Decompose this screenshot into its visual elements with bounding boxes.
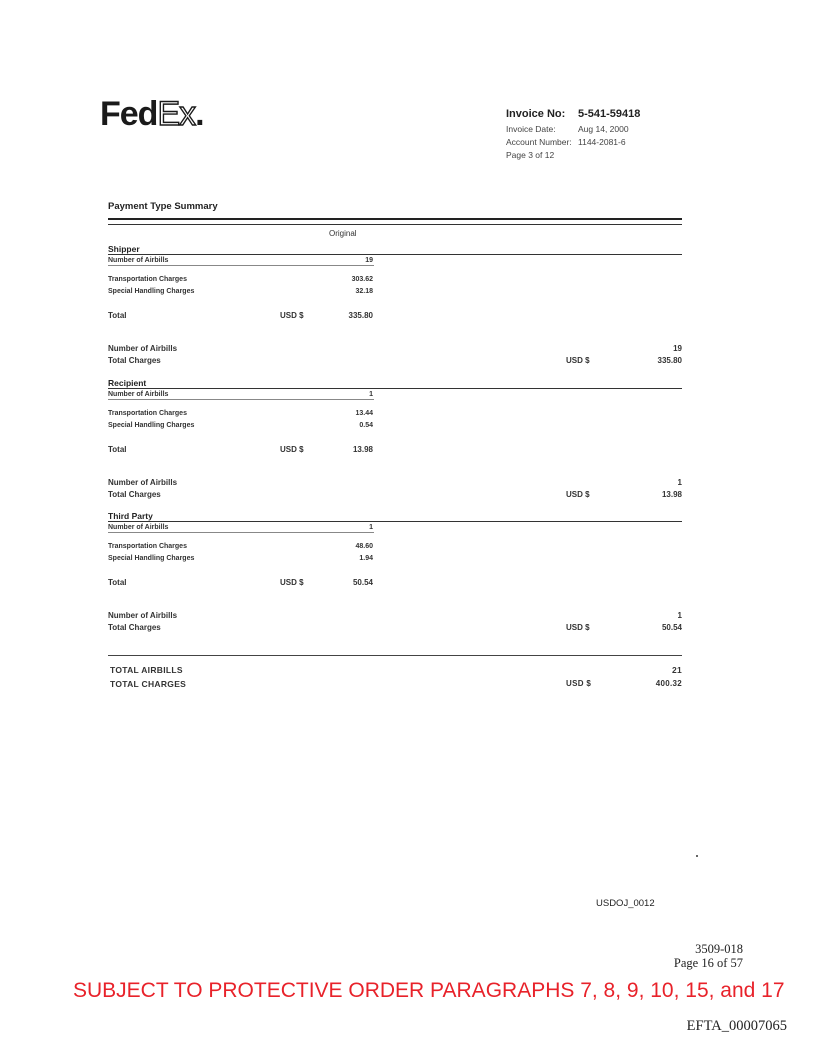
group-total-label: Total: [108, 578, 127, 587]
invoice-date-label: Invoice Date:: [506, 124, 556, 134]
number-of-airbills-label: Number of Airbills: [108, 391, 169, 398]
group-rule: [108, 254, 682, 255]
total-charges-value: 13.98: [661, 490, 682, 499]
transportation-charges-value: 48.60: [355, 543, 373, 550]
group-rule: [108, 388, 682, 389]
total-airbills-label: TOTAL AIRBILLS: [110, 665, 183, 675]
row-rule: [108, 532, 374, 533]
efta-number: EFTA_00007065: [686, 1018, 787, 1034]
transportation-charges-label: Transportation Charges: [108, 276, 187, 283]
section-title: Payment Type Summary: [108, 201, 218, 212]
group-title-recipient: Recipient: [108, 378, 147, 388]
group-total-label: Total: [108, 311, 127, 320]
special-handling-value: 0.54: [359, 422, 373, 429]
total-charges-grand-value: 400.32: [655, 679, 682, 688]
group-title-third-party: Third Party: [108, 511, 153, 521]
total-charges-value: 50.54: [661, 623, 682, 632]
special-handling-label: Special Handling Charges: [108, 288, 195, 295]
summary-airbills-label: Number of Airbills: [108, 611, 178, 620]
total-charges-value: 335.80: [657, 356, 682, 365]
special-handling-value: 32.18: [355, 288, 373, 295]
row-rule: [108, 265, 374, 266]
currency-label: USD $: [280, 445, 304, 454]
group-total-label: Total: [108, 445, 127, 454]
currency-label: USD $: [566, 623, 590, 632]
special-handling-value: 1.94: [359, 555, 373, 562]
page-of-total: Page 16 of 57: [673, 956, 743, 970]
airbills-value: 1: [369, 391, 373, 398]
section-title-rule: [108, 218, 682, 220]
grand-total-rule: [108, 655, 682, 656]
page-number: Page 3 of 12: [506, 150, 555, 160]
airbills-value: 19: [365, 257, 373, 264]
number-of-airbills-label: Number of Airbills: [108, 524, 169, 531]
bates-number: USDOJ_0012: [596, 898, 655, 909]
group-total-value: 50.54: [352, 578, 373, 587]
summary-airbills-value: 1: [677, 611, 682, 620]
group-title-shipper: Shipper: [108, 244, 140, 254]
scan-speck: [696, 855, 698, 857]
summary-airbills-value: 1: [677, 478, 682, 487]
invoice-no-value: 5-541-59418: [578, 108, 641, 120]
total-airbills-value: 21: [671, 665, 682, 675]
currency-label: USD $: [566, 490, 590, 499]
summary-airbills-label: Number of Airbills: [108, 344, 178, 353]
special-handling-label: Special Handling Charges: [108, 555, 195, 562]
currency-label: USD $: [566, 679, 592, 688]
transportation-charges-value: 13.44: [355, 410, 373, 417]
currency-label: USD $: [280, 578, 304, 587]
total-charges-label: Total Charges: [108, 490, 161, 499]
number-of-airbills-label: Number of Airbills: [108, 257, 169, 264]
invoice-date-value: Aug 14, 2000: [578, 124, 629, 134]
special-handling-label: Special Handling Charges: [108, 422, 195, 429]
group-total-value: 13.98: [352, 445, 373, 454]
group-total-value: 335.80: [348, 311, 373, 320]
transportation-charges-label: Transportation Charges: [108, 543, 187, 550]
account-number-value: 1144-2081-6: [578, 137, 626, 147]
column-header-original: Original: [329, 229, 357, 238]
airbills-value: 1: [369, 524, 373, 531]
row-rule: [108, 399, 374, 400]
invoice-no-label: Invoice No:: [506, 108, 566, 120]
total-charges-label: Total Charges: [108, 356, 161, 365]
protective-order-notice: SUBJECT TO PROTECTIVE ORDER PARAGRAPHS 7, 8, 9, 10, 15, and 17: [73, 979, 785, 1002]
transportation-charges-value: 303.62: [351, 276, 373, 283]
currency-label: USD $: [280, 311, 304, 320]
currency-label: USD $: [566, 356, 590, 365]
total-charges-label: Total Charges: [108, 623, 161, 632]
summary-airbills-label: Number of Airbills: [108, 478, 178, 487]
total-charges-grand-label: TOTAL CHARGES: [110, 679, 187, 689]
summary-airbills-value: 19: [673, 344, 682, 353]
document-number: 3509-018: [695, 942, 743, 956]
account-number-label: Account Number:: [506, 137, 572, 147]
table-top-rule: [108, 224, 682, 225]
group-rule: [108, 521, 682, 522]
transportation-charges-label: Transportation Charges: [108, 410, 187, 417]
fedex-logo: FedEx.: [100, 95, 204, 133]
